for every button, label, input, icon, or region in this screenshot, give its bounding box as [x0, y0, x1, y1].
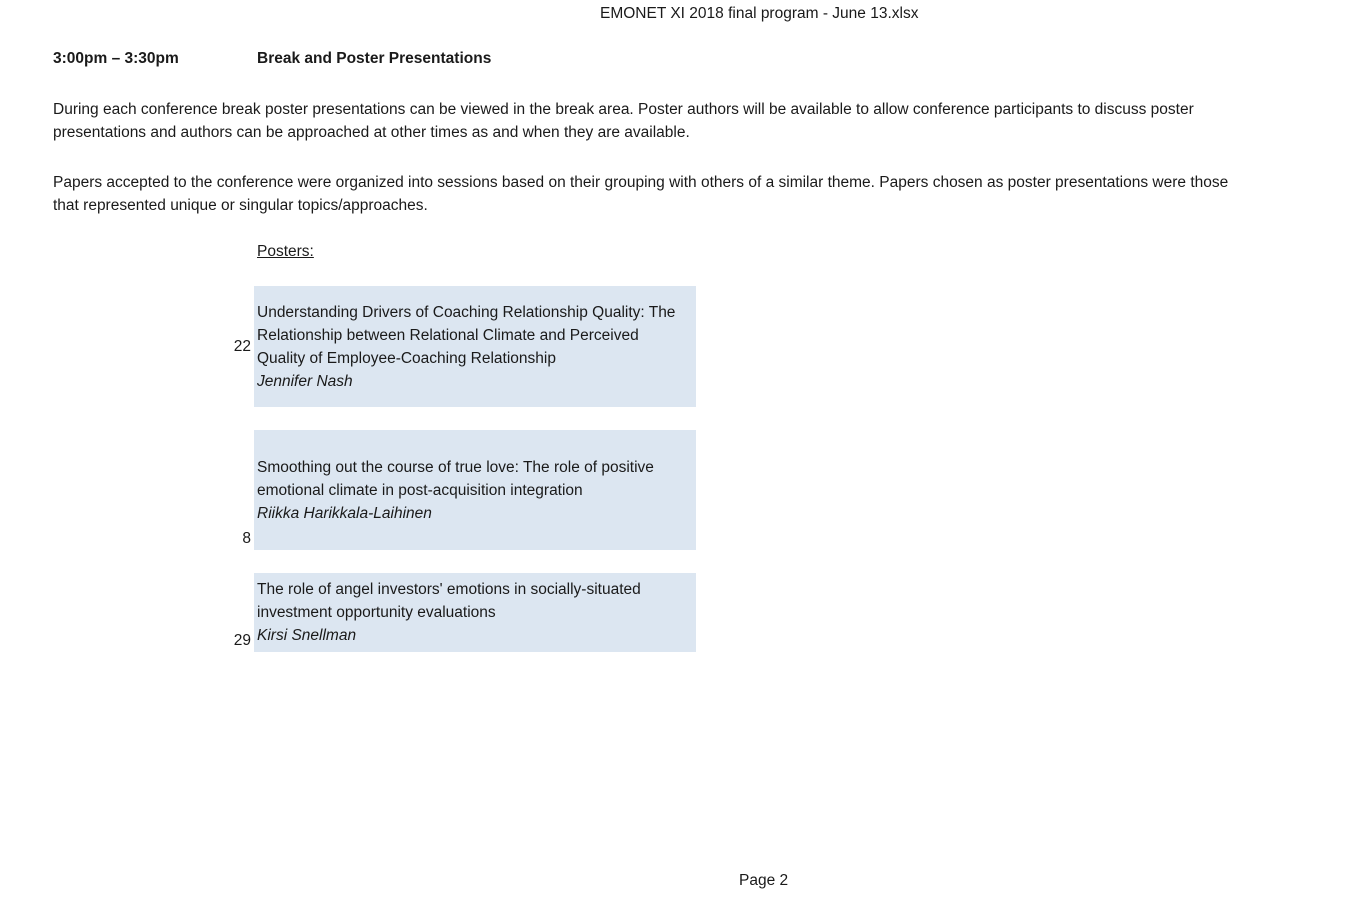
poster-selection-paragraph: Papers accepted to the conference were organized into sessions based on their grouping with others of a similar theme. Papers chosen as poster presentations were those that represented unique or singular topics/approaches.: [53, 174, 1229, 214]
session-time: 3:00pm – 3:30pm: [53, 50, 179, 67]
poster-card: [254, 573, 696, 652]
session-title: Break and Poster Presentations: [257, 50, 492, 67]
poster-author: Jennifer Nash: [257, 373, 353, 390]
poster-title: The role of angel investors' emotions in socially-situated investment opportunity evaluations: [257, 581, 641, 621]
poster-body: [257, 456, 688, 525]
poster-number: 22: [233, 338, 251, 355]
break-info-paragraph: During each conference break poster presentations can be viewed in the break area. Poster authors will be available to allow conference participants to discuss poster presentations and authors can be approached at other times as and when they are available.: [53, 101, 1194, 141]
poster-number: 8: [242, 530, 251, 547]
poster-author: Kirsi Snellman: [257, 627, 357, 644]
poster-card: [254, 430, 696, 550]
poster-body: [257, 578, 688, 647]
posters-heading: Posters:: [257, 243, 314, 260]
page-number: Page 2: [739, 872, 789, 889]
poster-author: Riikka Harikkala-Laihinen: [257, 505, 432, 522]
poster-card: [254, 286, 696, 407]
poster-title: Understanding Drivers of Coaching Relationship Quality: The Relationship between Relational Climate and Perceived Quality of Employee-Coaching Relationship: [257, 304, 676, 367]
poster-body: [257, 301, 688, 393]
poster-title: Smoothing out the course of true love: The role of positive emotional climate in post-acquisition integration: [257, 459, 654, 499]
poster-number: 29: [233, 632, 251, 649]
document-file-title: EMONET XI 2018 final program - June 13.xlsx: [600, 5, 919, 22]
